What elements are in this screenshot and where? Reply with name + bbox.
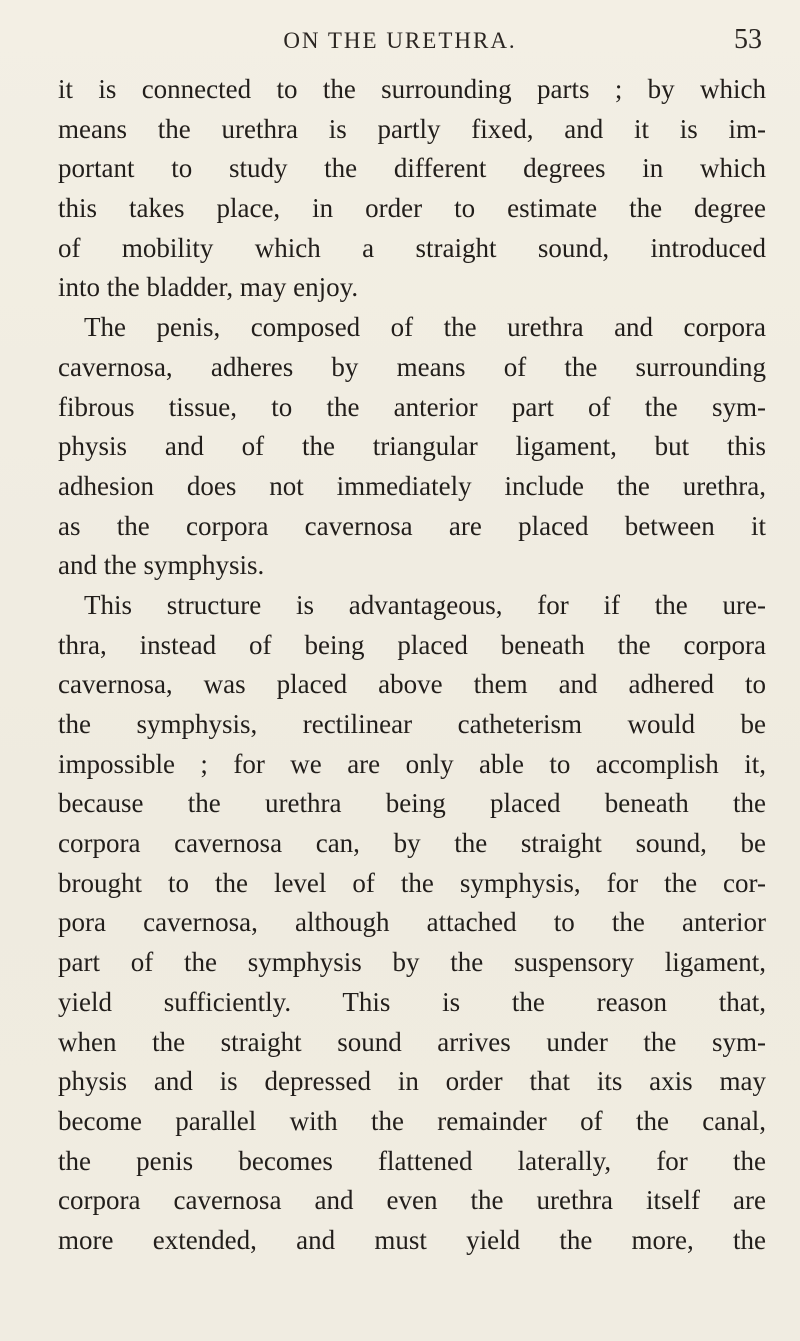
text-line: the symphysis, rectilinear catheterism would be	[58, 709, 766, 739]
text-line: become parallel with the remainder of the canal,	[58, 1105, 766, 1136]
running-head	[0, 24, 800, 64]
text-line: thra, instead of being placed beneath the corpora	[58, 629, 766, 660]
text-line: when the straight sound arrives under the sym-	[58, 1026, 766, 1057]
running-title: ON THE URETHRA.	[283, 28, 517, 53]
text-line: it is connected to the surrounding parts ; by which	[58, 74, 766, 104]
text-line: the penis becomes flattened laterally, for the	[58, 1145, 766, 1176]
text-line: means the urethra is partly fixed, and it is im-	[58, 113, 766, 144]
text-line: The penis, composed of the urethra and corpora	[84, 312, 766, 343]
text-line: fibrous tissue, to the anterior part of the sym-	[58, 391, 766, 422]
text-line: physis and of the triangular ligament, but this	[58, 431, 766, 462]
text-line: cavernosa, was placed above them and adhered to	[58, 669, 766, 700]
text-line: impossible ; for we are only able to accomplish it,	[58, 748, 766, 779]
text-line: into the bladder, may enjoy.	[58, 272, 359, 303]
text-line: cavernosa, adheres by means of the surrounding	[58, 351, 766, 382]
text-line: this takes place, in order to estimate the degree	[58, 193, 766, 224]
text-line: corpora cavernosa and even the urethra itself are	[58, 1185, 766, 1216]
text-line: corpora cavernosa can, by the straight sound, be	[58, 828, 766, 859]
text-line: physis and is depressed in order that its axis may	[58, 1066, 766, 1097]
text-line: This structure is advantageous, for if the ure-	[84, 589, 766, 620]
text-line: portant to study the different degrees in which	[58, 153, 766, 184]
text-line: as the corpora cavernosa are placed between it	[58, 510, 766, 541]
text-line: pora cavernosa, although attached to the anterior	[58, 907, 766, 938]
text-line: because the urethra being placed beneath the	[58, 788, 766, 819]
text-line: more extended, and must yield the more, the	[58, 1224, 766, 1255]
text-line: yield sufficiently. This is the reason that,	[58, 986, 766, 1017]
text-line: and the symphysis.	[58, 550, 265, 581]
body-text	[58, 70, 766, 1261]
text-line: brought to the level of the symphysis, for the cor-	[58, 867, 766, 898]
page-number: 53	[734, 24, 762, 55]
text-line: adhesion does not immediately include the urethra,	[58, 470, 766, 501]
text-line: of mobility which a straight sound, introduced	[58, 232, 766, 263]
text-line: part of the symphysis by the suspensory ligament,	[58, 947, 766, 978]
